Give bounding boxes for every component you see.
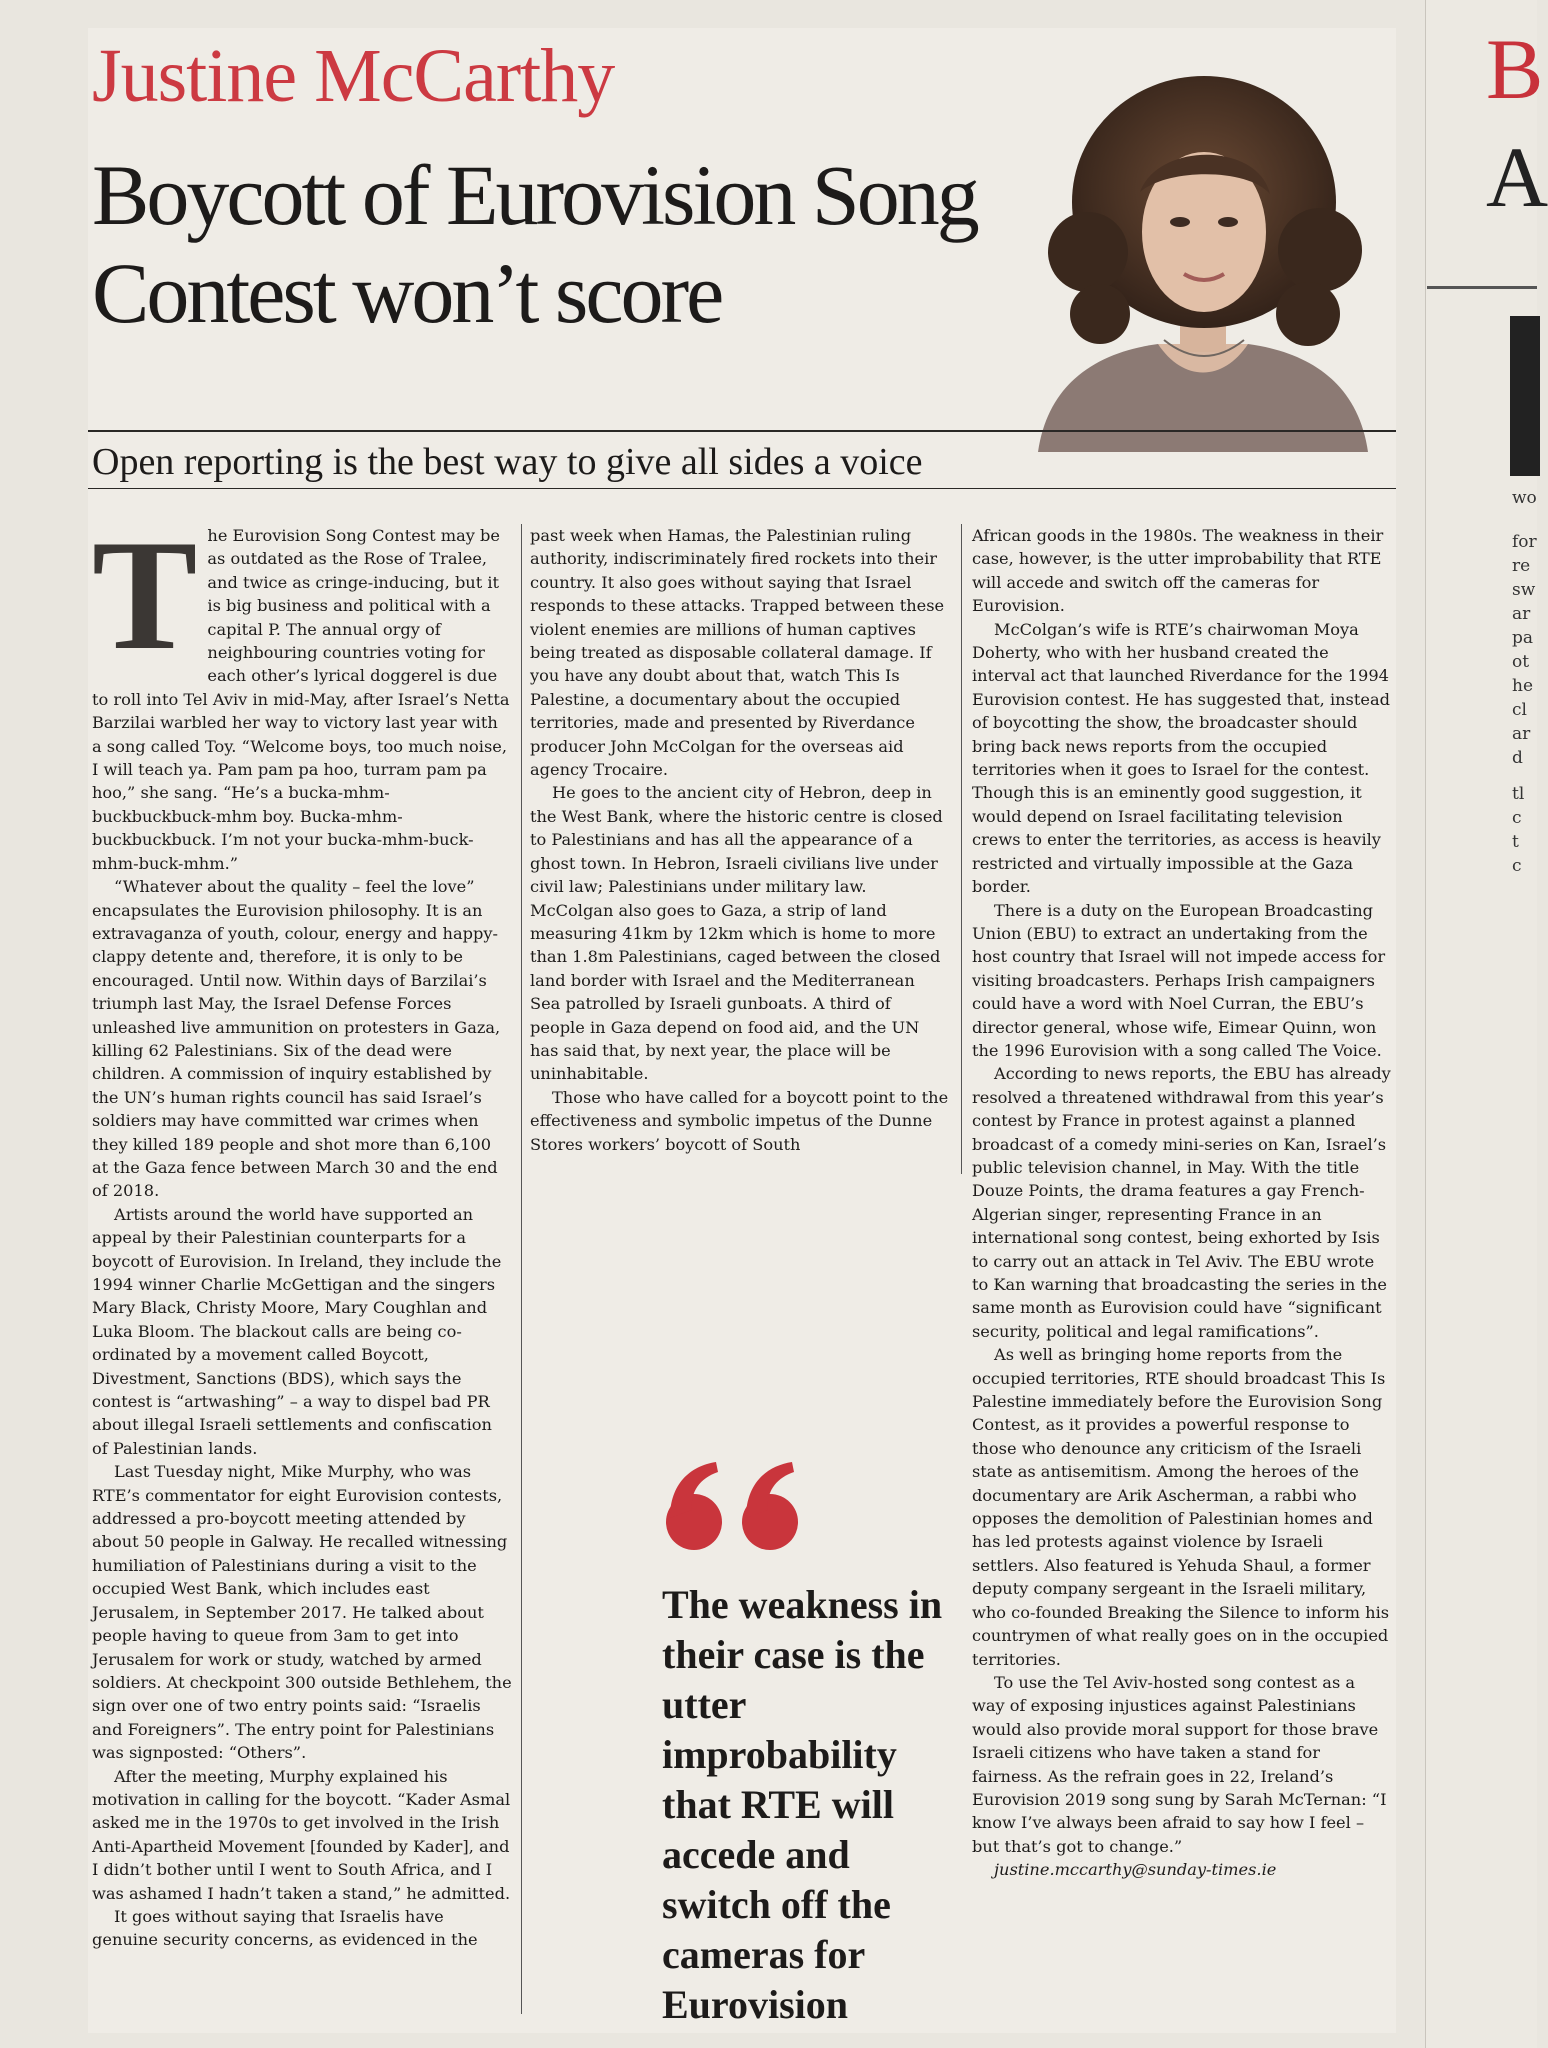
adjacent-fragment: sw: [1512, 580, 1536, 600]
column-rule-1: [521, 524, 522, 2014]
adjacent-fragment: wo: [1512, 488, 1537, 508]
author-byline: Justine McCarthy: [92, 34, 615, 118]
adjacent-fragment: d: [1512, 748, 1523, 768]
adjacent-fragment: re: [1512, 556, 1531, 576]
subheadline: Open reporting is the best way to give all sides a voice: [92, 441, 923, 483]
adjacent-article-edge: [1425, 0, 1548, 2048]
paragraph: Last Tuesday night, Mike Murphy, who was RTE’s commentator for eight Eurovision contests, addressed a pro-boycott meeting attended by about 50 people in Galway. He recalled witnessing humiliation of Palestinians during a visit to the occupied West Bank, which includes east Jerusalem, in September 2017. He talked about people having to queue from 3am to get into Jerusalem for work or study, watched by armed soldiers. At checkpoint 300 outside Bethlehem, the sign over one of two entry points said: “Israelis and Foreigners”. The entry point for Palestinians was signposted: “Others”.: [92, 1462, 512, 1763]
paragraph: There is a duty on the European Broadcasting Union (EBU) to extract an undertaking from the host country that Israel will not impede access for visiting broadcasters. Perhaps Irish campaigners could have a word with Noel Curran, the EBU’s director general, whose wife, Eimear Quinn, won the 1996 Eurovision with a song called The Voice.: [972, 900, 1386, 1060]
drop-cap: T: [92, 508, 198, 683]
adjacent-letter-red: B: [1486, 21, 1544, 117]
paragraph: African goods in the 1980s. The weakness in their case, however, is the utter improbability that RTE will accede and switch off the cameras for Eurovision.: [972, 526, 1384, 616]
article-column-3: [972, 524, 1392, 1882]
paragraph: “Whatever about the quality – feel the love” encapsulates the Eurovision philosophy. It is an extravaganza of youth, colour, energy and happy-clappy detente and, therefore, it is only to be encouraged. Until now. Within days of Barzilai’s triumph last May, the Israel Defense Forces unleashed live ammunition on protesters in Gaza, killing 62 Palestinians. Six of the dead were children. A commission of inquiry established by the UN’s human rights council has said Israel’s soldiers may have committed war crimes when they killed 189 people and shot more than 6,100 at the Gaza fence between March 30 and the end of 2018.: [92, 877, 501, 1201]
headline: Boycott of Eurovision Song Contest won’t score: [92, 147, 977, 341]
pull-quote: The weakness in their case is the utter improbability that RTE will accede and switch off the cameras for Eurovision: [662, 1582, 943, 2027]
quote-mark-icon: [660, 1458, 810, 1558]
paragraph: Those who have called for a boycott point to the effectiveness and symbolic impetus of the Dunne Stores workers’ boycott of South: [530, 1087, 949, 1154]
paragraph: According to news reports, the EBU has already resolved a threatened withdrawal from this year’s contest by France in protest against a planned broadcast of a comedy mini-series on Kan, Israel’s public television channel, in May. With the title Douze Points, the drama features a gay French-Algerian singer, representing France in an international song contest, being exhorted by Isis to carry out an attack in Tel Aviv. The EBU wrote to Kan warning that broadcasting the series in the same month as Eurovision could have “significant security, political and legal ramifications”.: [972, 1064, 1391, 1341]
headline-rule: [88, 430, 1396, 432]
article-column-2: [530, 524, 950, 1156]
paragraph: McColgan’s wife is RTE’s chairwoman Moya Doherty, who with her husband created the interval act that launched Riverdance for the 1994 Eurovision contest. He has suggested that, instead of boycotting the show, the broadcaster should bring back news reports from the occupied territories when it goes to Israel for the contest. Though this is an eminently good suggestion, it would depend on Israel facilitating television crews to enter the territories, as access is heavily restricted and virtually impossible at the Gaza border.: [972, 619, 1390, 897]
adjacent-fragment: tl: [1512, 784, 1525, 804]
adjacent-fragment: for: [1512, 532, 1537, 552]
adjacent-fragment: c: [1512, 856, 1522, 876]
adjacent-fragment: ar: [1512, 724, 1531, 744]
adjacent-black-box: [1510, 316, 1540, 476]
paragraph: As well as bringing home reports from the occupied territories, RTE should broadcast This Is Palestine immediately before the Eurovision Song Contest, as it provides a powerful response to those who denounce any criticism of the Israeli state as antisemitism. Among the heroes of the documentary are Arik Ascherman, a rabbi who opposes the demolition of Palestinian homes and has led protests against violence by Israeli settlers. Also featured is Yehuda Shaul, a former deputy company sergeant in the Israeli military, who co-founded Breaking the Silence to inform his countrymen of what really goes on in the occupied territories.: [972, 1345, 1390, 1669]
article-column-1: [92, 508, 512, 2024]
adjacent-fragment: he: [1512, 676, 1534, 696]
adjacent-fragment: c: [1512, 808, 1522, 828]
adjacent-letter-dark: A: [1486, 129, 1548, 225]
paragraph: he Eurovision Song Contest may be as outdated as the Rose of Tralee, and twice as cringe-inducing, but it is big business and political with a capital P. The annual orgy of neighbouring countries voting for each other’s lyrical doggerel is due to roll into Tel Aviv in mid-May, after Israel’s Netta Barzilai warbled her way to victory last year with a song called Toy. “Welcome boys, too much noise, I will teach ya. Pam pam pa hoo, turram pam pa hoo,” she sang. “He’s a bucka-mhm-buckbuckbuck-mhm boy. Bucka-mhm-buckbuckbuck. I’m not your bucka-mhm-buck-mhm-buck-mhm.”: [92, 526, 510, 873]
paragraph: past week when Hamas, the Palestinian ruling authority, indiscriminately fired rockets into their country. It also goes without saying that Israel responds to these attacks. Trapped between these violent enemies are millions of human captives being treated as disposable collateral damage. If you have any doubt about that, watch This Is Palestine, a documentary about the occupied territories, made and presented by Riverdance producer John McColgan for the overseas aid agency Trocaire.: [530, 526, 945, 780]
column-rule-2: [961, 524, 962, 1174]
author-email-link[interactable]: justine.mccarthy@sunday-times.ie: [994, 1860, 1277, 1880]
adjacent-fragment: ot: [1512, 652, 1530, 672]
paragraph: Artists around the world have supported an appeal by their Palestinian counterparts for a boycott of Eurovision. In Ireland, they include the 1994 winner Charlie McGettigan and the singers Mary Black, Christy Moore, Mary Coughlan and Luka Bloom. The blackout calls are being co-ordinated by a movement called Boycott, Divestment, Sanctions (BDS), which says the contest is “artwashing” – a way to dispel bad PR about illegal Israeli settlements and confiscation of Palestinian lands.: [92, 1204, 502, 1458]
adjacent-rule: [1427, 286, 1537, 289]
adjacent-fragment: ar: [1512, 604, 1531, 624]
adjacent-fragment: pa: [1512, 628, 1534, 648]
adjacent-fragment: cl: [1512, 700, 1527, 720]
subheadline-rule: [88, 488, 1396, 489]
author-portrait: [1008, 82, 1396, 452]
paragraph: After the meeting, Murphy explained his motivation in calling for the boycott. “Kader Asmal asked me in the 1970s to get involved in the Irish Anti-Apartheid Movement [founded by Kader], and I didn’t bother until I went to South Africa, and I was ashamed I hadn’t taken a stand,” he admitted.: [92, 1766, 511, 1903]
paragraph: It goes without saying that Israelis have genuine security concerns, as evidenced in the: [92, 1906, 478, 1950]
paragraph: He goes to the ancient city of Hebron, deep in the West Bank, where the historic centre is closed to Palestinians and has all the appearance of a ghost town. In Hebron, Israeli civilians live under civil law; Palestinians under military law. McColgan also goes to Gaza, a strip of land measuring 41km by 12km which is home to more than 1.8m Palestinians, caged between the closed land border with Israel and the Mediterranean Sea patrolled by Israeli gunboats. A third of people in Gaza depend on food aid, and the UN has said that, by next year, the place will be uninhabitable.: [530, 783, 943, 1084]
adjacent-fragment: t: [1512, 832, 1519, 852]
article-page: [88, 28, 1396, 2033]
paragraph: To use the Tel Aviv-hosted song contest as a way of exposing injustices against Palestinians would also provide moral support for those brave Israeli citizens who have taken a stand for fairness. As the refrain goes in 22, Ireland’s Eurovision 2019 song sung by Sarah McTernan: “I know I’ve always been afraid to say how I feel – but that’s got to change.”: [972, 1672, 1387, 1856]
